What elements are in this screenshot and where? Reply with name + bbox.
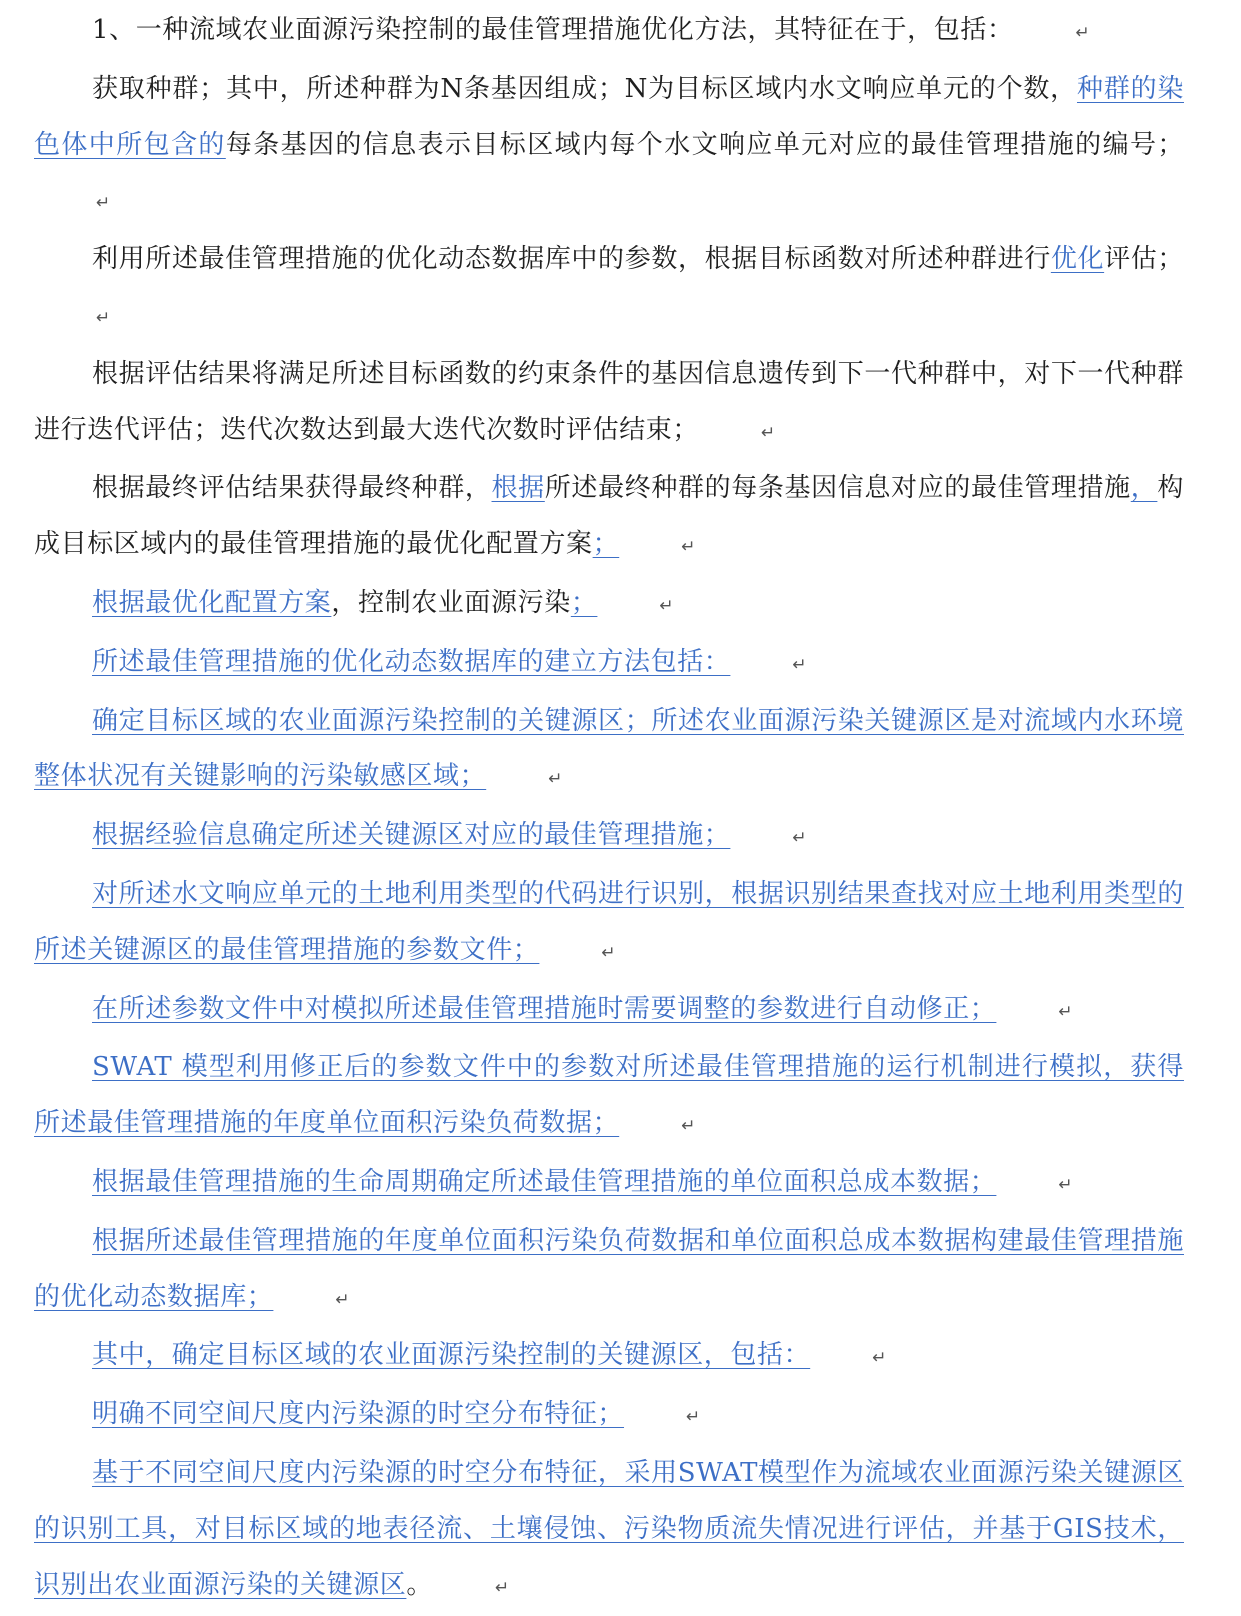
body-text: 评估； — [1104, 244, 1184, 275]
paragraph — [34, 576, 1184, 635]
paragraph-mark-icon: ↵ — [335, 1289, 350, 1310]
tracked-insertion-text: 根据最佳管理措施的生命周期确定所述最佳管理措施的单位面积总成本数据； — [92, 1166, 997, 1197]
paragraph — [34, 982, 1184, 1041]
paragraph-mark-icon: ↵ — [792, 828, 807, 849]
paragraph — [34, 1040, 1184, 1155]
body-text: 所述最终种群的每条基因信息对应的最佳管理措施 — [544, 473, 1131, 504]
paragraph — [34, 1328, 1184, 1387]
paragraph — [34, 694, 1184, 809]
body-text: 根据最终评估结果获得最终种群， — [92, 473, 492, 504]
tracked-insertion-text: ， — [1130, 473, 1158, 504]
tracked-insertion-text: 种群的染色体中所包含的 — [34, 73, 1184, 160]
tracked-insertion-text: ； — [570, 587, 598, 618]
paragraph — [34, 808, 1184, 867]
body-text: 根据评估结果将满足所述目标函数的约束条件的基因信息遗传到下一代种群中，对下一代种群进行迭代评估；迭代次数达到最大迭代次数时评估结束； — [34, 358, 1184, 445]
paragraph-mark-icon: ↵ — [1058, 1174, 1073, 1195]
paragraph — [34, 62, 1184, 232]
paragraph-mark-icon: ↵ — [495, 1577, 510, 1598]
paragraph-mark-icon: ↵ — [548, 769, 563, 790]
paragraph-mark-icon: ↵ — [792, 654, 807, 675]
tracked-insertion-text: 根据最优化配置方案 — [92, 587, 332, 618]
paragraph — [34, 461, 1184, 576]
tracked-insertion-text: 其中，确定目标区域的农业面源污染控制的关键源区，包括： — [92, 1340, 811, 1371]
tracked-insertion-text: 根据所述最佳管理措施的年度单位面积污染负荷数据和单位面积总成本数据构建最佳管理措施的优化动态数据库； — [34, 1225, 1184, 1312]
tracked-insertion-text: 根据经验信息确定所述关键源区对应的最佳管理措施； — [92, 820, 731, 851]
tracked-insertion-text: 明确不同空间尺度内污染源的时空分布特征； — [92, 1399, 625, 1430]
body-text: 利用所述最佳管理措施的优化动态数据库中的参数，根据目标函数对所述种群进行 — [92, 244, 1051, 275]
paragraph — [34, 232, 1184, 347]
paragraph-mark-icon: ↵ — [96, 193, 111, 214]
paragraph-mark-icon: ↵ — [659, 595, 674, 616]
paragraph — [34, 1214, 1184, 1329]
body-text: 每条基因的信息表示目标区域内每个水文响应单元对应的最佳管理措施的编号； — [225, 129, 1184, 160]
body-text: 获取种群；其中，所述种群为N条基因组成；N为目标区域内水文响应单元的个数， — [92, 73, 1077, 104]
paragraph — [34, 1387, 1184, 1446]
paragraph-mark-icon: ↵ — [681, 1116, 696, 1137]
tracked-insertion-text: ； — [592, 529, 620, 560]
body-text: ，控制农业面源污染 — [331, 587, 571, 618]
paragraph — [34, 635, 1184, 694]
paragraph-mark-icon: ↵ — [1058, 1001, 1073, 1022]
tracked-insertion-text: 所述最佳管理措施的优化动态数据库的建立方法包括： — [92, 646, 731, 677]
tracked-insertion-text: 确定目标区域的农业面源污染控制的关键源区；所述农业面源污染关键源区是对流域内水环境整体状况有关键影响的污染敏感区域； — [34, 705, 1184, 792]
tracked-insertion-text: 基于不同空间尺度内污染源的时空分布特征，采用SWAT模型作为流域农业面源污染关键源区的识别工具，对目标区域的地表径流、土壤侵蚀、污染物质流失情况进行评估，并基于GIS技术，识别出农业面源污染的关键源区 — [34, 1457, 1184, 1600]
tracked-insertion-text: 根据 — [491, 473, 545, 504]
paragraph — [34, 3, 1184, 62]
paragraph-mark-icon: ↵ — [872, 1348, 887, 1369]
paragraph — [34, 347, 1184, 462]
document-page — [34, 3, 1184, 1616]
paragraph-mark-icon: ↵ — [96, 307, 111, 328]
paragraph-mark-icon: ↵ — [601, 942, 616, 963]
tracked-insertion-text: 在所述参数文件中对模拟所述最佳管理措施时需要调整的参数进行自动修正； — [92, 993, 997, 1024]
paragraph — [34, 867, 1184, 982]
tracked-insertion-text: 对所述水文响应单元的土地利用类型的代码进行识别，根据识别结果查找对应土地利用类型的所述关键源区的最佳管理措施的参数文件； — [34, 878, 1184, 965]
paragraph-mark-icon: ↵ — [761, 422, 776, 443]
paragraph-mark-icon: ↵ — [681, 537, 696, 558]
tracked-insertion-text: SWAT 模型利用修正后的参数文件中的参数对所述最佳管理措施的运行机制进行模拟，获得所述最佳管理措施的年度单位面积污染负荷数据； — [34, 1052, 1184, 1139]
tracked-insertion-text: 优化 — [1050, 244, 1105, 275]
paragraph — [34, 1155, 1184, 1214]
body-text: 构成目标区域内的最佳管理措施的最优化配置方案 — [34, 473, 1184, 560]
paragraph — [34, 1446, 1184, 1616]
paragraph-mark-icon: ↵ — [686, 1407, 701, 1428]
body-text: 1、一种流域农业面源污染控制的最佳管理措施优化方法，其特征在于，包括： — [92, 15, 1014, 45]
paragraph-mark-icon: ↵ — [1075, 23, 1090, 43]
body-text: 。 — [406, 1569, 434, 1600]
